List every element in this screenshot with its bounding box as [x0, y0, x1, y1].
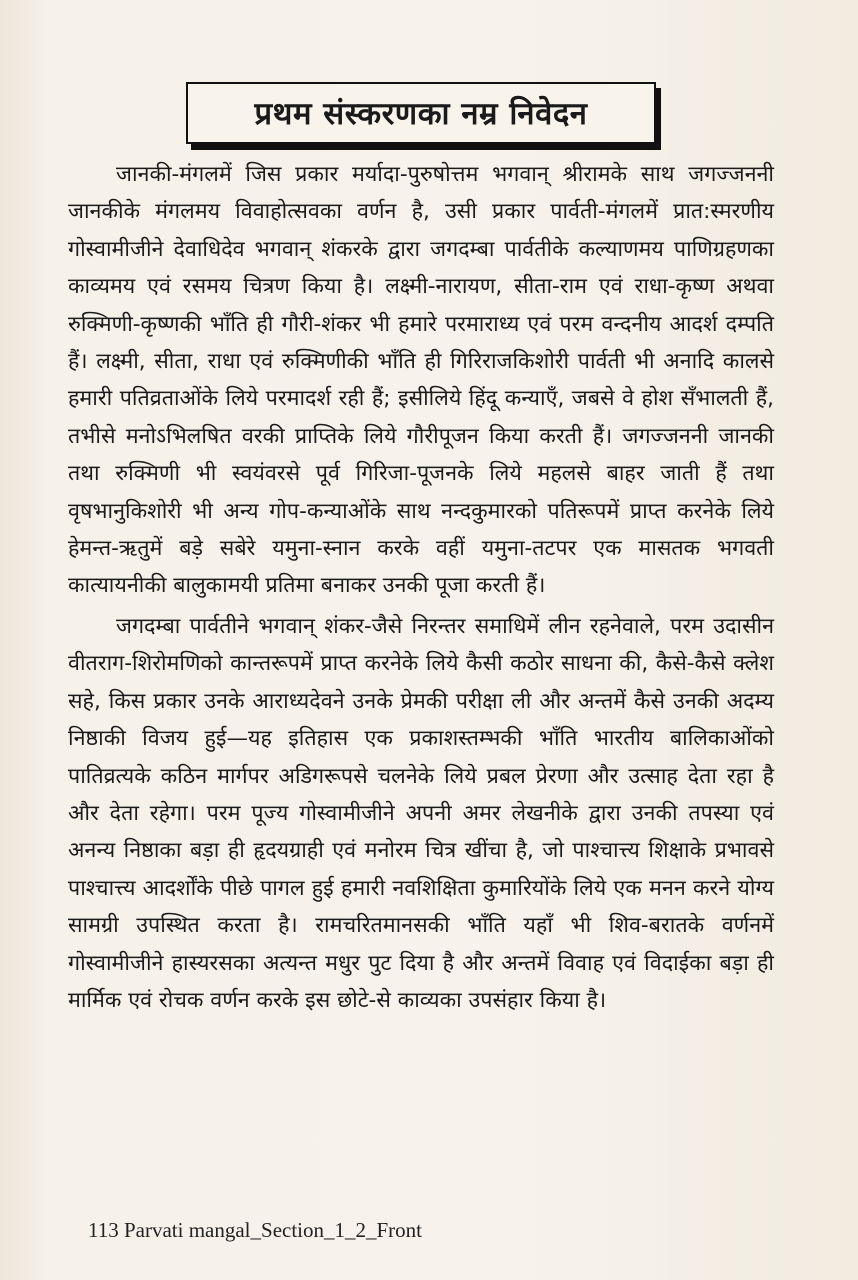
paragraph-2: जगदम्बा पार्वतीने भगवान् शंकर-जैसे निरन्तर समाधिमें लीन रहनेवाले, परम उदासीन वीतराग-शिरोमणिको कान्तरूपमें प्राप्त करनेके लिये कैसी कठोर साधना की, कैसे-कैसे क्लेश सहे, किस प्रकार उनके आराध्यदेवने उनके प्रेमकी परीक्षा ली और अन्तमें कैसे उनकी अदम्य निष्ठाकी विजय हुई—यह इतिहास एक प्रकाशस्तम्भकी भाँति भारतीय बालिकाओंको पातिव्रत्यके कठिन मार्गपर अडिगरूपसे चलनेके लिये प्रबल प्रेरणा और उत्साह देता रहा है और देता रहेगा। परम पूज्य गोस्वामीजीने अपनी अमर लेखनीके द्वारा उनकी तपस्या एवं अनन्य निष्ठाका बड़ा ही हृदयग्राही एवं मनोरम चित्र खींचा है, जो पाश्चात्त्य शिक्षाके प्रभावसे पाश्चात्त्य आदर्शोंके पीछे पागल हुई हमारी नवशिक्षिता कुमारियोंके लिये एक मनन करने योग्य सामग्री उपस्थित करता है। रामचरितमानसकी भाँति यहाँ भी शिव-बरातके वर्णनमें गोस्वामीजीने हास्यरसका अत्यन्त मधुर पुट दिया है और अन्तमें विवाह एवं विदाईका बड़ा ही मार्मिक एवं रोचक वर्णन करके इस छोटे-से काव्यका उपसंहार किया है।	[68, 613, 774, 1013]
print-footer: 113 Parvati mangal_Section_1_2_Front	[88, 1218, 423, 1242]
paragraph-1: जानकी-मंगलमें जिस प्रकार मर्यादा-पुरुषोत्तम भगवान् श्रीरामके साथ जगज्जननी जानकीके मंगलमय विवाहोत्सवका वर्णन है, उसी प्रकार पार्वती-मंगलमें प्रात:स्मरणीय गोस्वामीजीने देवाधिदेव भगवान् शंकरके द्वारा जगदम्बा पार्वतीके कल्याणमय पाणिग्रहणका काव्यमय एवं रसमय चित्रण किया है। लक्ष्मी-नारायण, सीता-राम एवं राधा-कृष्ण अथवा रुक्मिणी-कृष्णकी भाँति ही गौरी-शंकर भी हमारे परमाराध्य एवं परम वन्दनीय आदर्श दम्पति हैं। लक्ष्मी, सीता, राधा एवं रुक्मिणीकी भाँति ही गिरिराजकिशोरी पार्वती भी अनादि कालसे हमारी पतिव्रताओंके लिये परमादर्श रही हैं; इसीलिये हिंदू कन्याएँ, जबसे वे होश सँभालती हैं, तभीसे मनोऽभिलषित वरकी प्राप्तिके लिये गौरीपूजन किया करती हैं। जगज्जननी जानकी तथा रुक्मिणी भी स्वयंवरसे पूर्व गिरिजा-पूजनके लिये महलसे बाहर जाती हैं तथा वृषभानुकिशोरी भी अन्य गोप-कन्याओंके साथ नन्दकुमारको पतिरूपमें प्राप्त करनेके लिये हेमन्त-ऋतुमें बड़े सबेरे यमुना-स्नान करके वहीं यमुना-तटपर एक मासतक भगवती कात्यायनीकी बालुकामयी प्रतिमा बनाकर उनकी पूजा करती हैं।	[68, 162, 774, 599]
body-text	[68, 156, 774, 1019]
heading-box	[186, 82, 656, 144]
page-heading: प्रथम संस्करणका नम्र निवेदन	[254, 96, 588, 132]
